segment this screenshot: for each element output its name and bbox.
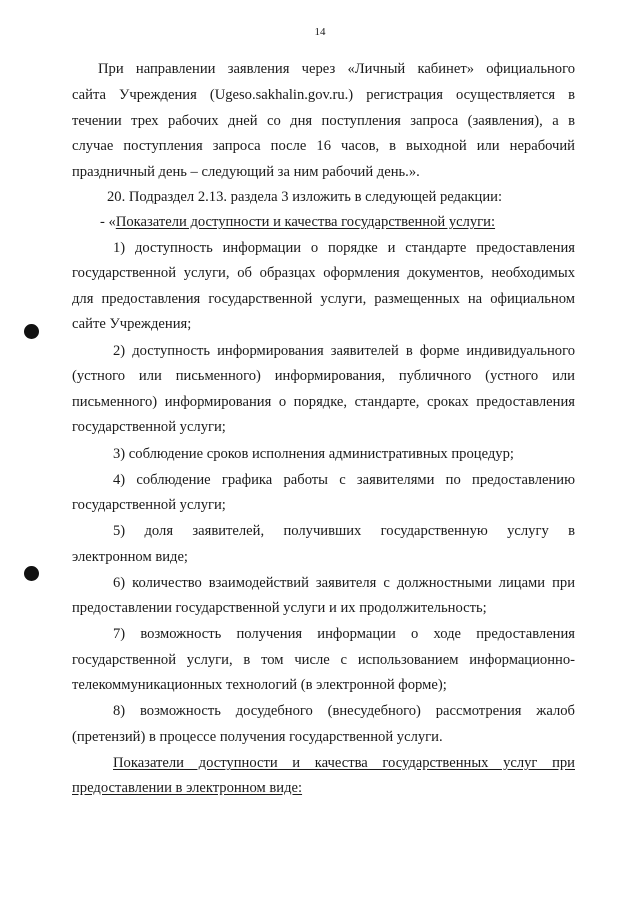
- text-line: 6) количество взаимодействий заявителя с должностными лицами при: [113, 575, 575, 591]
- text-line: 3) соблюдение сроков исполнения административных процедур;: [113, 446, 514, 462]
- text-line: 4) соблюдение графика работы с заявителями по предоставлению: [113, 472, 575, 488]
- text-line: 1) доступность информации о порядке и стандарте предоставления: [113, 240, 575, 256]
- text-line: сайте Учреждения;: [72, 316, 192, 332]
- text-line: для предоставления государственной услуги, размещенных на официальном: [72, 291, 575, 307]
- heading-prefix: - «: [100, 214, 116, 230]
- text-line: государственной услуги;: [72, 419, 226, 435]
- text-line: 2) доступность информирования заявителей в форме индивидуального: [113, 343, 575, 359]
- section-heading: [100, 213, 575, 231]
- text-line: государственной услуги;: [72, 497, 226, 513]
- text-line: предоставлении государственной услуги и их продолжительность;: [72, 600, 487, 616]
- page-number: 14: [314, 26, 326, 38]
- text-line: 5) доля заявителей, получивших государственную услугу в: [113, 523, 575, 539]
- text-line: сайта Учреждения (Ugeso.sakhalin.gov.ru.) регистрация осуществляется в: [72, 87, 575, 103]
- heading-underlined: Показатели доступности и качества государственной услуги:: [115, 214, 496, 230]
- text-line: праздничный день – следующий за ним рабочий день.».: [72, 164, 420, 180]
- text-line: (претензий) в процессе получения государственной услуги.: [72, 729, 443, 745]
- subsection-heading: Показатели доступности и качества государственных услуг при: [113, 755, 575, 771]
- text-line: письменного) информирования о порядке, стандарте, сроках предоставления: [72, 394, 575, 410]
- subsection-heading-continued: предоставлении в электронном виде:: [72, 780, 303, 796]
- punch-hole-top: [24, 324, 39, 339]
- text-line: При направлении заявления через «Личный кабинет» официального: [98, 61, 575, 77]
- text-line: 8) возможность досудебного (внесудебного) рассмотрения жалоб: [113, 703, 575, 719]
- text-line: случае поступления запроса после 16 часов, в выходной или нерабочий: [72, 138, 575, 154]
- text-line: 7) возможность получения информации о ходе предоставления: [113, 626, 575, 642]
- punch-hole-bottom: [24, 566, 39, 581]
- text-line: государственной услуги, об образцах оформления документов, необходимых: [72, 265, 575, 281]
- text-line: 20. Подраздел 2.13. раздела 3 изложить в следующей редакции:: [107, 189, 503, 205]
- text-line: (устного или письменного) информирования, публичного (устного или: [72, 368, 575, 384]
- text-line: телекоммуникационных технологий (в электронной форме);: [72, 677, 447, 693]
- text-line: течении трех рабочих дней со дня поступления запроса (заявления), а в: [72, 113, 575, 129]
- text-line: электронном виде;: [72, 549, 188, 565]
- text-line: государственной услуги, в том числе с использованием информационно-: [72, 652, 575, 668]
